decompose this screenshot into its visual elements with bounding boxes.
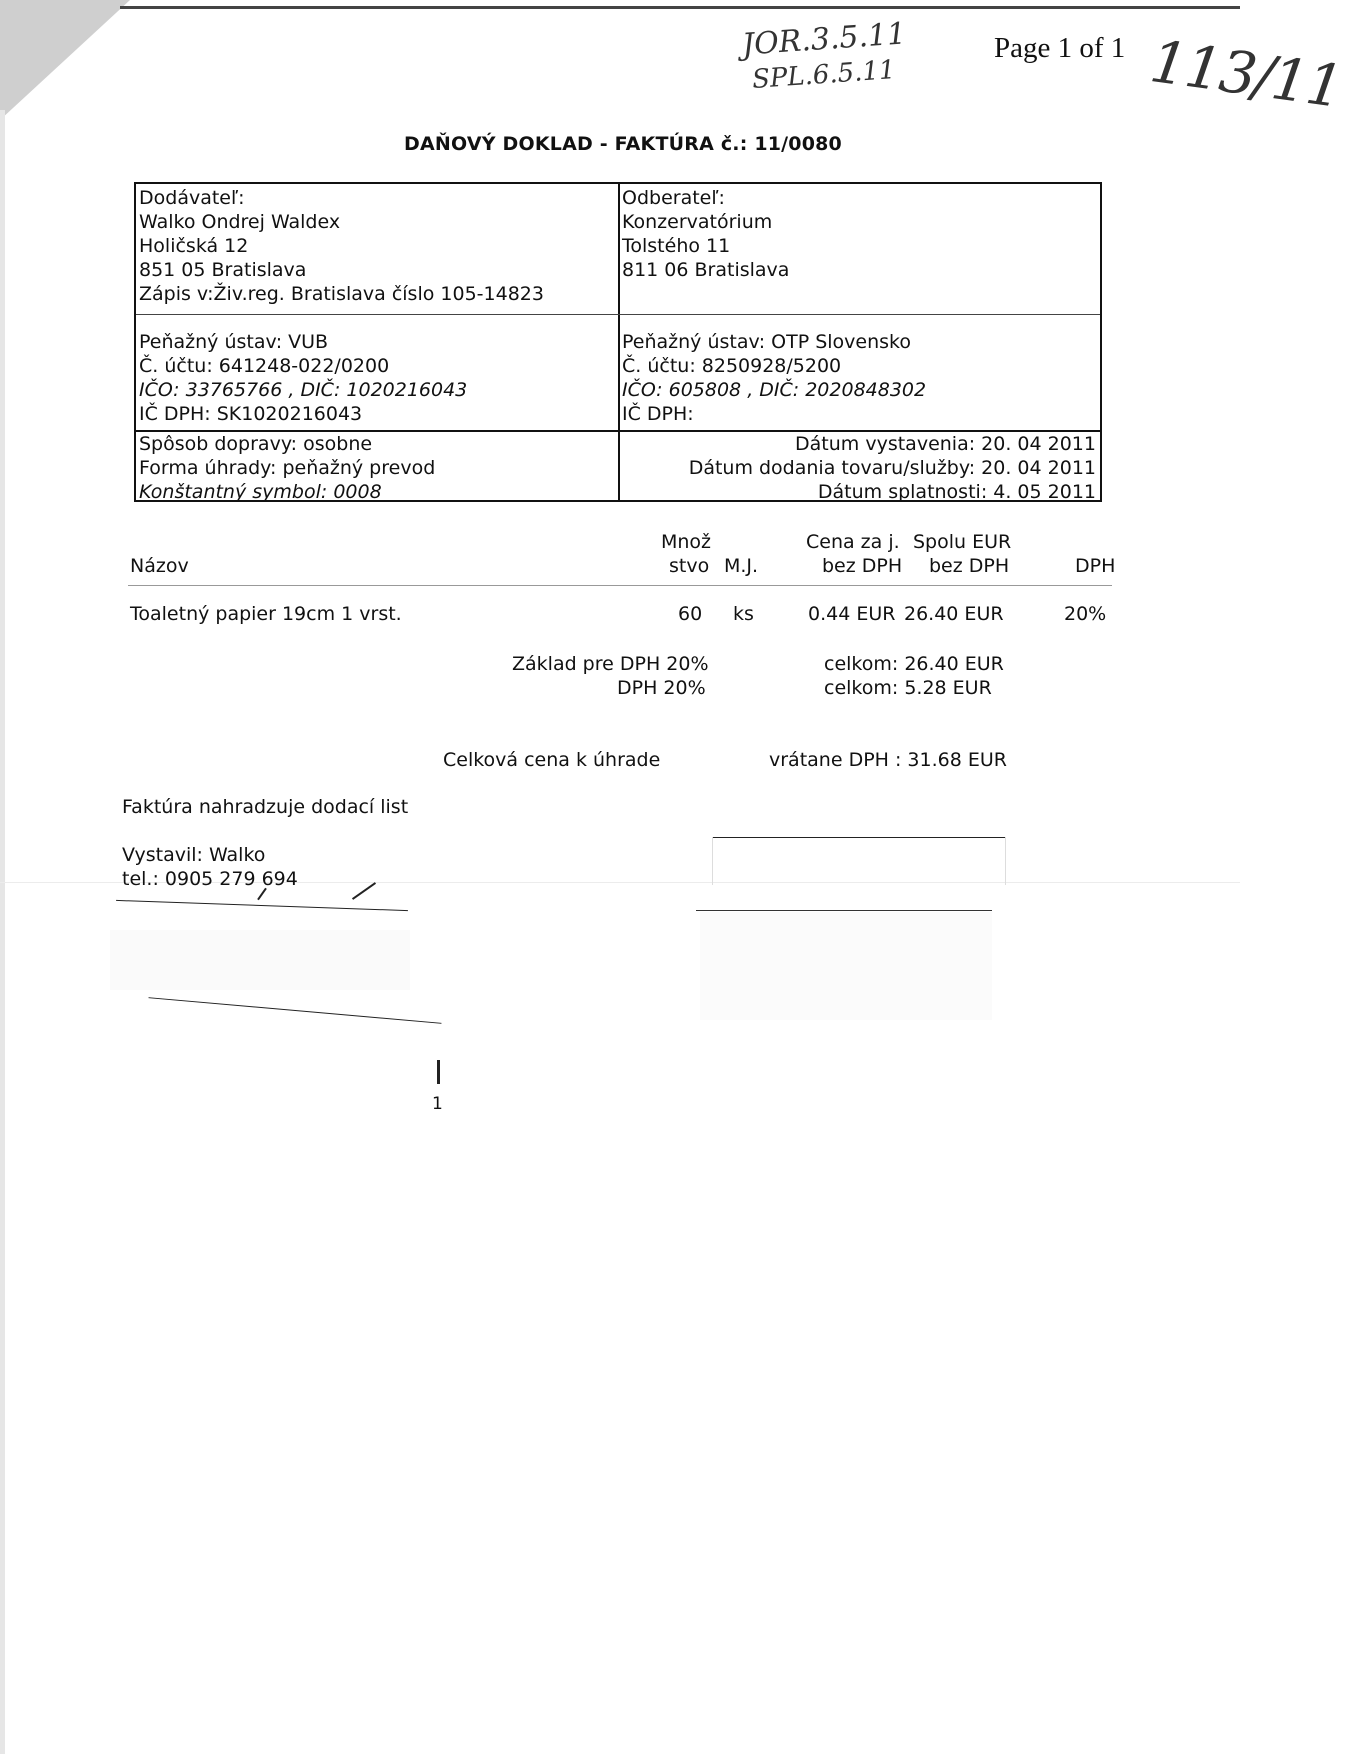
supplier-ico-dic: IČO: 33765766 , DIČ: 1020216043 (139, 379, 468, 401)
faded-stamp-area (700, 912, 992, 1020)
items-header-rule (128, 585, 1112, 586)
customer-address (622, 186, 789, 282)
column-header-price-line1: Cena za j. (806, 531, 900, 553)
payment-terms (139, 432, 435, 504)
customer-account: Č. účtu: 8250928/5200 (622, 355, 842, 377)
grand-total-label: Celková cena k úhrade (443, 749, 661, 771)
issue-date: Dátum vystavenia: 20. 04 2011 (795, 433, 1096, 455)
stamp-box-top (712, 837, 1006, 838)
customer-label: Odberateľ: (622, 187, 725, 209)
vertical-mark (437, 1060, 440, 1084)
handwritten-note-2: SPL.6.5.11 (751, 55, 897, 95)
transport-method: Spôsob dopravy: osobne (139, 433, 373, 455)
header-divider-1 (136, 314, 1100, 315)
customer-bank-name: Peňažný ústav: OTP Slovensko (622, 331, 911, 353)
page-number: Page 1 of 1 (994, 32, 1126, 64)
delivery-note-statement: Faktúra nahradzuje dodací list (122, 796, 409, 818)
item-vat: 20% (1064, 603, 1107, 625)
constant-symbol: Konštantný symbol: 0008 (139, 481, 382, 503)
item-total: 26.40 EUR (904, 603, 1004, 625)
supplier-city: 851 05 Bratislava (139, 259, 307, 281)
column-header-total-line2: bez DPH (929, 555, 1010, 577)
column-header-total-line1: Spolu EUR (913, 531, 1012, 553)
delivery-date: Dátum dodania tovaru/služby: 20. 04 2011 (688, 457, 1096, 479)
supplier-address (139, 186, 544, 306)
handwritten-reference: 113/11 (1146, 26, 1346, 122)
document-title: DAŇOVÝ DOKLAD - FAKTÚRA č.: 11/0080 (404, 133, 842, 155)
invoice-dates (689, 432, 1096, 504)
item-unit: ks (733, 603, 754, 625)
signature-stroke (352, 882, 376, 900)
stamp-box-right-edge (1005, 837, 1006, 885)
item-qty: 60 (678, 603, 703, 625)
supplier-bank (139, 330, 467, 426)
customer-ic-dph: IČ DPH: (622, 403, 694, 425)
column-header-qty-line1: Množ (661, 531, 712, 553)
issuer-phone: tel.: 0905 279 694 (122, 868, 298, 890)
grand-total-value: vrátane DPH : 31.68 EUR (769, 749, 1007, 771)
stamp-box-line (696, 910, 992, 911)
supplier-ic-dph: IČ DPH: SK1020216043 (139, 403, 363, 425)
supplier-street: Holičská 12 (139, 235, 249, 257)
signature-line (116, 900, 408, 911)
invoice-header-table (134, 182, 1102, 502)
customer-name: Konzervatórium (622, 211, 773, 233)
supplier-name: Walko Ondrej Waldex (139, 211, 341, 233)
customer-bank (622, 330, 926, 426)
faded-stamp-area-left (110, 930, 410, 990)
supplier-bank-name: Peňažný ústav: VUB (139, 331, 329, 353)
customer-street: Tolstého 11 (622, 235, 731, 257)
column-header-qty-line2: stvo (669, 555, 710, 577)
vat-amount-label: DPH 20% (617, 677, 706, 699)
due-date: Dátum splatnosti: 4. 05 2011 (817, 481, 1096, 503)
column-header-name: Názov (130, 555, 189, 577)
vat-base-value: celkom: 26.40 EUR (824, 653, 1004, 675)
supplier-label: Dodávateľ: (139, 187, 245, 209)
customer-ico-dic: IČO: 605808 , DIČ: 2020848302 (622, 379, 927, 401)
supplier-account: Č. účtu: 641248-022/0200 (139, 355, 390, 377)
supplier-registry: Zápis v:Živ.reg. Bratislava číslo 105-14823 (139, 283, 544, 305)
stamp-box-left-edge (712, 837, 713, 885)
column-header-vat: DPH (1075, 555, 1116, 577)
vat-amount-value: celkom: 5.28 EUR (824, 677, 992, 699)
scan-left-shadow (0, 110, 5, 1754)
column-header-unit: M.J. (724, 555, 759, 577)
handwritten-note-1: JOR.3.5.11 (740, 16, 908, 63)
column-header-price-line2: bez DPH (822, 555, 903, 577)
item-name: Toaletný papier 19cm 1 vrst. (130, 603, 402, 625)
vat-base-label: Základ pre DPH 20% (512, 653, 709, 675)
page-mark: 1 (432, 1094, 443, 1114)
header-vertical-divider (618, 184, 620, 500)
payment-method: Forma úhrady: peňažný prevod (139, 457, 436, 479)
folded-corner (0, 0, 130, 120)
customer-city: 811 06 Bratislava (622, 259, 790, 281)
scan-top-edge (120, 6, 1240, 9)
item-unit-price: 0.44 EUR (808, 603, 896, 625)
stamp-line (149, 997, 442, 1024)
issued-by: Vystavil: Walko (122, 844, 266, 866)
